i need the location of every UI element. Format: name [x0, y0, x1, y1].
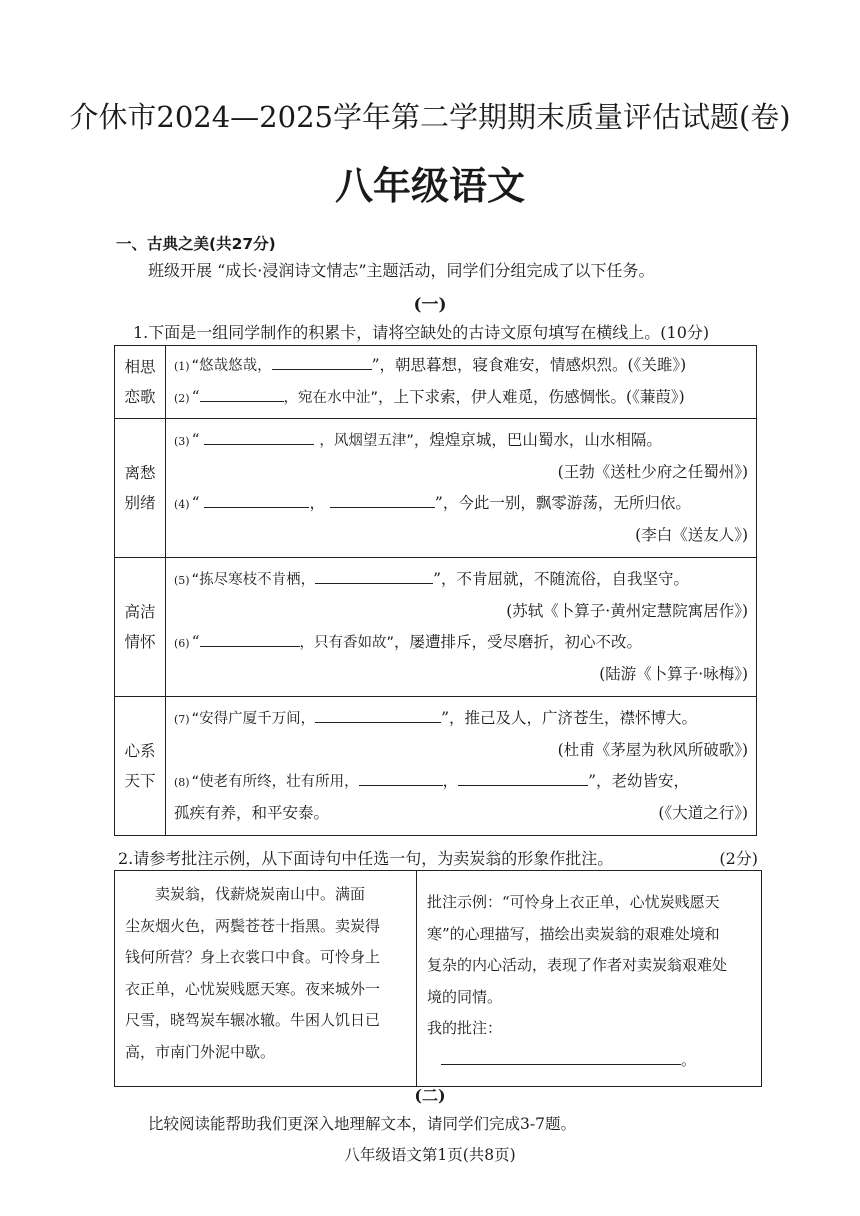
content-cell: [166, 697, 757, 836]
question-2-prompt: 2.请参考批注示例，从下面诗句中任选一句，为卖炭翁的形象作批注。 (2分): [118, 846, 758, 869]
question-1-prompt: 1.下面是一组同学制作的积累卡，请将空缺处的古诗文原句填写在横线上。(10分): [133, 323, 710, 342]
answer-blank-3[interactable]: [204, 428, 314, 445]
question-2-score: (2分): [719, 849, 758, 868]
poem-line: (1) “悠哉悠哉， ”，朝思暮想，寝食难安，情感炽烈。(《关雎》): [174, 350, 748, 382]
table-row: [115, 871, 762, 1087]
table-row: [115, 697, 757, 836]
exam-title: 介休市2024—2025学年第二学期期末质量评估试题(卷): [69, 100, 791, 134]
answer-blank-10[interactable]: [458, 769, 588, 786]
category-cell: 离愁 别绪: [115, 419, 166, 558]
category-cell: 相思 恋歌: [115, 346, 166, 419]
answer-blank-4[interactable]: [204, 491, 309, 508]
page-footer: 八年级语文第1页(共8页): [344, 1146, 516, 1164]
answer-blank-8[interactable]: [315, 706, 441, 723]
note-cell: 批注示例：“可怜身上衣正单，心忧炭贱愿天 寒”的心理描写，描绘出卖炭翁的艰难处境和 复杂的内心活动，表现了作者对卖炭翁艰难处 境的同情。 我的批注：。: [417, 871, 762, 1087]
source-line: (杜甫《茅屋为秋风所破歌》): [557, 741, 748, 759]
poem-line: (5) “拣尽寒枝不肯栖， ”，不肯屈就，不随流俗，自我坚守。: [174, 564, 748, 596]
accumulation-card-table: [114, 345, 757, 836]
source-line: (王勃《送杜少府之任蜀州》): [557, 463, 748, 481]
source-line: (苏轼《卜算子·黄州定慧院寓居作》): [506, 602, 748, 620]
answer-blank-7[interactable]: [200, 630, 300, 647]
source-line: (《大道之行》): [658, 804, 748, 822]
my-annotation-line: 我的批注：。: [427, 1019, 697, 1069]
part-2-label: (二): [414, 1086, 446, 1105]
source-line: (陆游《卜算子·咏梅》): [599, 665, 748, 683]
content-cell: [166, 419, 757, 558]
table-row: [115, 558, 757, 697]
table-row: [115, 346, 757, 419]
answer-blank-9[interactable]: [359, 769, 443, 786]
answer-blank-1[interactable]: [272, 353, 372, 370]
part-2-intro: 比较阅读能帮助我们更深入地理解文本，请同学们完成3-7题。: [148, 1115, 576, 1133]
category-cell: 心系 天下: [115, 697, 166, 836]
poem-line: (2) “ ，宛在水中沚”，上下求索，伊人难觅，伤感惆怅。(《蒹葭》): [174, 382, 748, 414]
poem-cell: 卖炭翁，伐薪烧炭南山中。满面 尘灰烟火色，两鬓苍苍十指黑。卖炭得 钱何所营？身上衣裳口中食。可怜身上 衣正单，心忧炭贱愿天寒。夜来城外一 尺雪，晓驾炭车辗冰辙。牛困人饥日已 高，市南门外泥中歇。: [115, 871, 417, 1087]
content-cell: [166, 346, 757, 419]
part-label: (一): [413, 295, 447, 315]
category-cell: 高洁 情怀: [115, 558, 166, 697]
poem-line: (6) “ ，只有香如故”，屡遭排斥，受尽磨折，初心不改。: [174, 627, 748, 659]
my-annotation-blank[interactable]: [441, 1048, 681, 1065]
answer-blank-5[interactable]: [330, 491, 435, 508]
answer-blank-6[interactable]: [315, 567, 433, 584]
answer-blank-2[interactable]: [200, 385, 284, 402]
section-intro: 班级开展 “成长·浸润诗文情志”主题活动，同学们分组完成了以下任务。: [148, 261, 655, 280]
poem-line: (8) “使老有所终，壮有所用， ， ”，老幼皆安，: [174, 766, 748, 798]
exam-subtitle: 八年级语文: [334, 164, 525, 208]
poem-line: (3) “ ，风烟望五津”，煌煌京城，巴山蜀水，山水相隔。: [174, 425, 748, 457]
poem-line: 孤疾有养，和平安泰。 (《大道之行》): [174, 798, 748, 829]
poem-line: (7) “安得广厦千万间， ”，推己及人，广济苍生，襟怀博大。: [174, 703, 748, 735]
table-row: [115, 419, 757, 558]
source-line: (李白《送友人》): [635, 526, 748, 544]
annotation-table: [114, 870, 762, 1087]
poem-line: (4) “ ， ”，今此一别，飘零游荡，无所归依。: [174, 488, 748, 520]
content-cell: [166, 558, 757, 697]
section-heading: 一、古典之美(共27分): [116, 235, 276, 253]
